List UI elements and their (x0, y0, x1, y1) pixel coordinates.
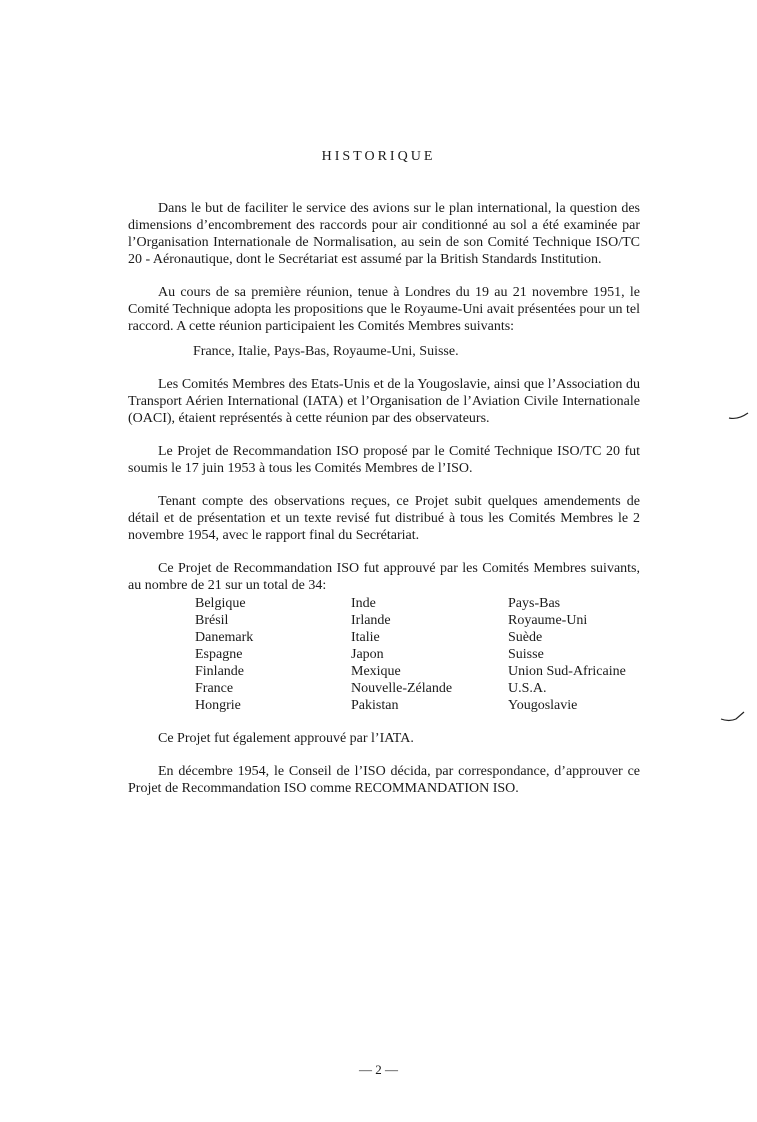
list-item: Hongrie (195, 698, 241, 713)
body-text (128, 200, 640, 813)
list-item: Espagne (195, 647, 243, 662)
list-item: Mexique (351, 664, 401, 679)
paragraph-iata-approval: Ce Projet fut également approuvé par l’IATA. (158, 731, 414, 746)
list-item: Inde (351, 596, 376, 611)
paragraph-observers: Les Comités Membres des Etats-Unis et de la Yougoslavie, ainsi que l’Association du Transport Aérien International (IATA) et l’Organisation de l’Aviation Civile Internationale (OACI), étaient représentés à cette réunion par des observateurs. (128, 377, 640, 426)
list-item: Yougoslavie (508, 698, 578, 713)
first-meeting-members: France, Italie, Pays-Bas, Royaume-Uni, Suisse. (193, 344, 459, 359)
list-item: Danemark (195, 630, 254, 645)
list-item: France (195, 681, 234, 696)
paragraph-council-decision: En décembre 1954, le Conseil de l’ISO décida, par correspondance, d’approuver ce Projet de Recommandation ISO comme RECOMMANDATION ISO. (128, 764, 640, 796)
paragraph-revision: Tenant compte des observations reçues, ce Projet subit quelques amendements de détail et de présentation et un texte revisé fut distribué à tous les Comités Membres le 2 novembre 1954, avec le rapport final du Secrétariat. (128, 494, 640, 543)
paragraph-first-meeting: Au cours de sa première réunion, tenue à Londres du 19 au 21 novembre 1951, le Comité Technique adopta les propositions que le Royaume-Uni avait présentées pour un tel raccord. A cette réunion participaient les Comités Membres suivants: (128, 285, 640, 334)
paragraph-draft-submitted: Le Projet de Recommandation ISO proposé par le Comité Technique ISO/TC 20 fut soumis le 17 juin 1953 à tous les Comités Membres de l’ISO. (128, 444, 640, 476)
list-item: Pays-Bas (508, 596, 561, 611)
page-title: HISTORIQUE (321, 149, 436, 164)
list-item: Japon (351, 647, 384, 662)
margin-tick-mark (720, 710, 748, 724)
paragraph-approval: Ce Projet de Recommandation ISO fut approuvé par les Comités Membres suivants, au nombre de 21 sur un total de 34: (128, 561, 640, 593)
margin-tick-mark (728, 410, 750, 422)
list-item: Pakistan (351, 698, 399, 713)
list-item: Union Sud-Africaine (508, 664, 626, 679)
list-item: Suède (508, 630, 543, 645)
approving-members-list (195, 595, 640, 714)
page-number: — 2 — (359, 1062, 398, 1077)
list-item: Italie (351, 630, 380, 645)
list-item: Royaume-Uni (508, 613, 588, 628)
list-item: Belgique (195, 596, 246, 611)
paragraph-intro: Dans le but de faciliter le service des avions sur le plan international, la question des dimensions d’encombrement des raccords pour air conditionné au sol a été examinée par l’Organisation Internationale de Normalisation, au sein de son Comité Technique ISO/TC 20 - Aéronautique, dont le Secrétariat est assumé par la British Standards Institution. (128, 201, 640, 267)
list-item: Brésil (195, 613, 229, 628)
list-item: Irlande (351, 613, 391, 628)
list-item: Suisse (508, 647, 544, 662)
list-item: Finlande (195, 664, 244, 679)
list-item: Nouvelle-Zélande (351, 681, 453, 696)
list-item: U.S.A. (508, 681, 547, 696)
